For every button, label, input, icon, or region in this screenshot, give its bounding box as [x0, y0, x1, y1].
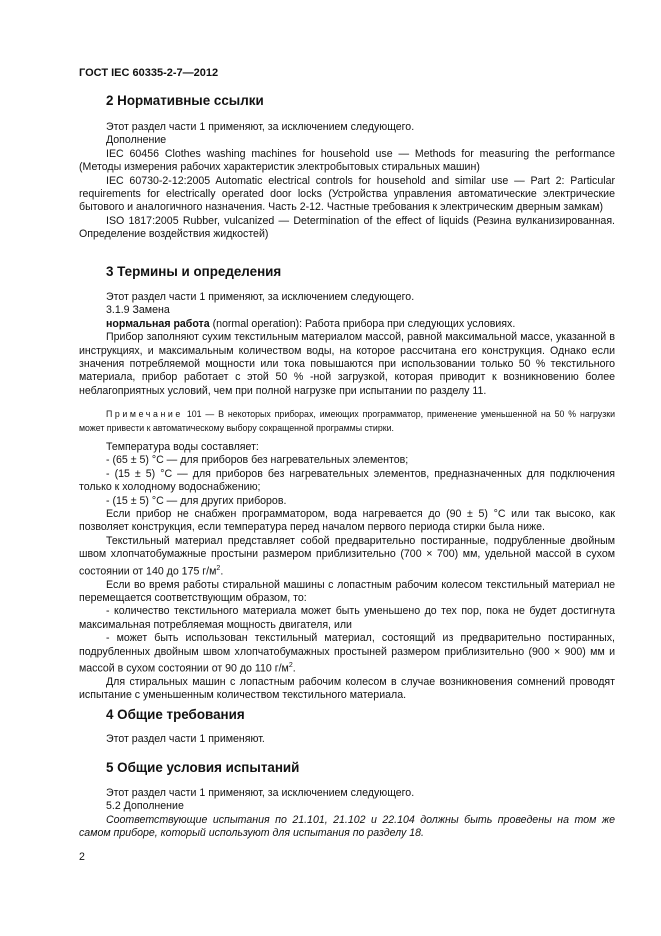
paragraph	[79, 814, 615, 841]
section-2-body	[79, 121, 615, 242]
section-4-heading: 4 Общие требования	[106, 707, 245, 722]
italic-text: Соответствующие испытания по 21.101, 21.102 и 22.104 должны быть проведены на том же самом приборе, который используют для испытания по разделу 18.	[79, 813, 615, 840]
note-101	[79, 407, 615, 435]
list-item: - (15 ± 5) °C — для приборов без нагревательных элементов, предназначенных для подключения только к холодному водоснабжению;	[79, 467, 615, 494]
reference-iec-60730: IEC 60730-2-12:2005 Automatic electrical controls for household and similar use — Part 2: Particular requirements for electrically operated door locks (Устройства управления автоматические электрические бытового и аналогичного назначения. Часть 2-12. Частные требования к электрическим дверным замкам)	[79, 174, 615, 214]
superscript: 2	[288, 662, 293, 670]
page-number: 2	[79, 851, 85, 863]
text: Текстильный материал представляет собой предварительно постиранные, подрубленные двойным швом хлопчатобумажные простыни размером приблизительно (700 × 700) мм, удельной массой в сухом состоянии от 140 до 175 г/м	[79, 534, 615, 578]
clause-number: 5.2 Дополнение	[106, 800, 184, 813]
section-5-body	[79, 787, 615, 841]
definition	[79, 318, 615, 331]
section-4-body	[79, 733, 615, 746]
paragraph: Этот раздел части 1 применяют.	[106, 733, 265, 745]
paragraph: Дополнение	[106, 134, 167, 147]
list-item	[79, 632, 615, 676]
section-3-body	[79, 291, 615, 398]
reference-iec-60456: IEC 60456 Clothes washing machines for household use — Methods for measuring the performance (Методы измерения рабочих характеристик электробытовых стиральных машин)	[79, 147, 615, 174]
note-label: Примечание	[106, 409, 183, 419]
section-3-body-continued	[79, 441, 615, 703]
clause-number: 3.1.9 Замена	[106, 304, 170, 317]
paragraph: Этот раздел части 1 применяют, за исключением следующего.	[106, 291, 415, 303]
text: .	[220, 565, 224, 578]
paragraph: Температура воды составляет:	[106, 441, 259, 453]
paragraph: Прибор заполняют сухим текстильным материалом массой, равной максимальной массе, указанной в инструкциях, и максимальным количеством воды, на которое рассчитана его конструкция. Однако если значения потребляемой мощности или тока повышаются при использовании только 50 % текстильного материала, прибор работает с этой 50 % -ной загрузкой, которая приводит к возникновению более неблагоприятных условий, чем при полной нагрузке при испытании по разделу 11.	[79, 331, 615, 397]
section-3-heading: 3 Термины и определения	[106, 264, 282, 279]
reference-iso-1817: ISO 1817:2005 Rubber, vulcanized — Determination of the effect of liquids (Резина вулканизированная. Определение воздействия жидкостей)	[79, 214, 615, 241]
term: нормальная работа	[106, 317, 210, 330]
text: .	[292, 662, 296, 675]
paragraph: Если во время работы стиральной машины с лопастным рабочим колесом текстильный материал не перемещается соответствующим образом, то:	[79, 578, 615, 604]
paragraph	[79, 535, 615, 579]
document-header: ГОСТ IEC 60335-2-7—2012	[79, 67, 219, 79]
list-item: - количество текстильного материала может быть уменьшено до тех пор, пока не будет достигнута максимальная потребляемая мощность двигателя, или	[79, 605, 615, 631]
paragraph: Для стиральных машин с лопастным рабочим колесом в случае возникновения сомнений проводят испытание с уменьшенным количеством текстильного материала.	[79, 675, 615, 702]
list-item: - (65 ± 5) °C — для приборов без нагревательных элементов;	[106, 454, 409, 467]
list-item: - (15 ± 5) °C — для других приборов.	[106, 494, 287, 507]
paragraph: Этот раздел части 1 применяют, за исключением следующего.	[106, 787, 415, 799]
term-definition: (normal operation): Работа прибора при следующих условиях.	[209, 317, 516, 330]
paragraph: Этот раздел части 1 применяют, за исключением следующего.	[106, 121, 415, 133]
section-2-heading: 2 Нормативные ссылки	[106, 93, 264, 108]
section-5-heading: 5 Общие условия испытаний	[106, 760, 300, 775]
text: - может быть использован текстильный материал, состоящий из предварительно постиранных, подрубленных двойным швом хлопчатобумажных простыней размером приблизительно (900 × 900) мм и массой в сухом состоянии от 90 до 110 г/м	[79, 632, 615, 675]
paragraph: Если прибор не снабжен программатором, вода нагревается до (90 ± 5) °C или так высоко, как позволяет конструкция, если температура перед началом первого периода стирки была ниже.	[79, 508, 615, 534]
superscript: 2	[216, 564, 221, 572]
note-text: 101 — В некоторых приборах, имеющих программатор, применение уменьшенной на 50 % нагрузки может привести к автоматическому выбору сокращенной программы стирки.	[79, 409, 615, 433]
